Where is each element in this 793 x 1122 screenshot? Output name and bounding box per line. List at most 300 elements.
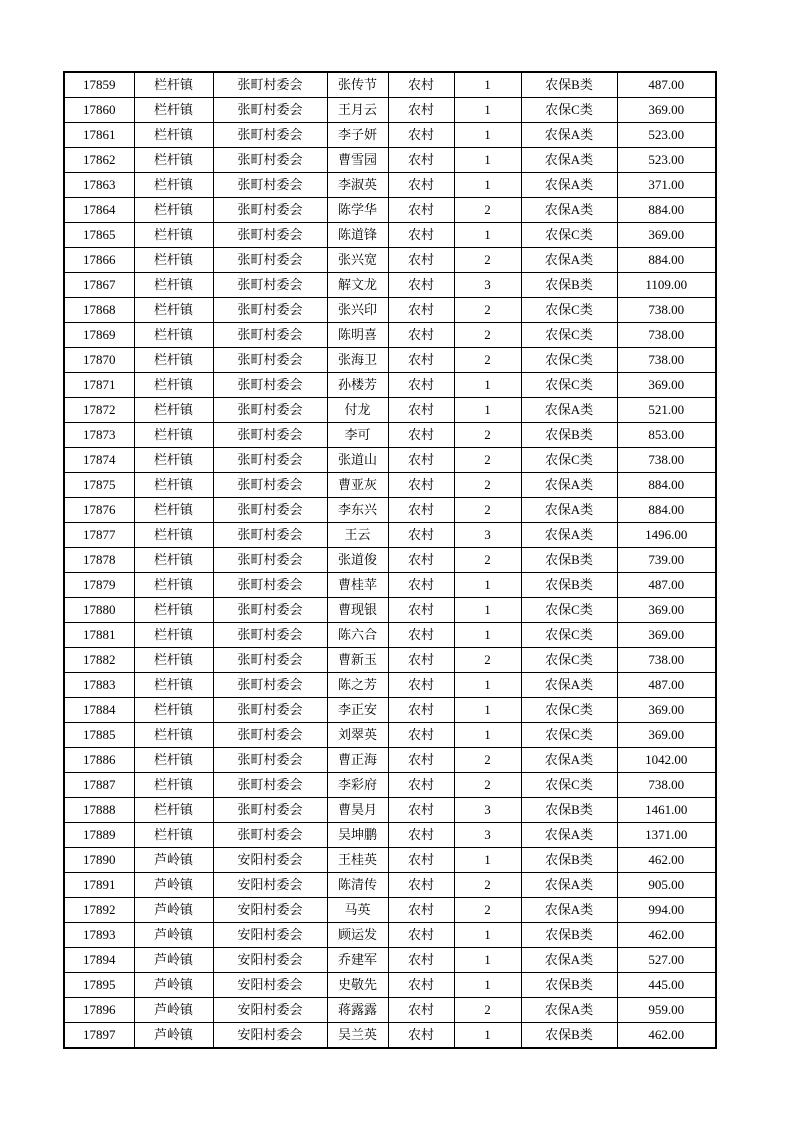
- cell-person-count: 2: [454, 548, 521, 573]
- cell-person-count: 3: [454, 823, 521, 848]
- cell-person-count: 2: [454, 423, 521, 448]
- cell-record-id: 17880: [64, 598, 134, 623]
- table-row: [64, 698, 716, 723]
- cell-record-id: 17877: [64, 523, 134, 548]
- cell-village-committee: 安阳村委会: [213, 923, 327, 948]
- table-row: [64, 298, 716, 323]
- cell-insurance-type: 农保A类: [521, 198, 617, 223]
- cell-category: 农村: [388, 723, 454, 748]
- cell-amount: 959.00: [617, 998, 716, 1023]
- cell-amount: 884.00: [617, 248, 716, 273]
- cell-person-name: 曹正海: [327, 748, 388, 773]
- cell-category: 农村: [388, 198, 454, 223]
- cell-person-name: 曹现银: [327, 598, 388, 623]
- cell-person-count: 1: [454, 698, 521, 723]
- cell-village-committee: 张町村委会: [213, 598, 327, 623]
- cell-village-committee: 张町村委会: [213, 748, 327, 773]
- cell-person-count: 1: [454, 623, 521, 648]
- cell-village-committee: 张町村委会: [213, 173, 327, 198]
- cell-insurance-type: 农保A类: [521, 948, 617, 973]
- cell-town: 栏杆镇: [134, 223, 213, 248]
- cell-record-id: 17888: [64, 798, 134, 823]
- cell-amount: 487.00: [617, 673, 716, 698]
- cell-person-name: 乔建军: [327, 948, 388, 973]
- cell-village-committee: 张町村委会: [213, 98, 327, 123]
- cell-amount: 738.00: [617, 348, 716, 373]
- cell-amount: 521.00: [617, 398, 716, 423]
- cell-village-committee: 张町村委会: [213, 548, 327, 573]
- cell-insurance-type: 农保A类: [521, 748, 617, 773]
- cell-village-committee: 安阳村委会: [213, 898, 327, 923]
- cell-insurance-type: 农保A类: [521, 173, 617, 198]
- cell-category: 农村: [388, 373, 454, 398]
- cell-person-name: 陈学华: [327, 198, 388, 223]
- table-row: [64, 923, 716, 948]
- cell-town: 栏杆镇: [134, 98, 213, 123]
- cell-person-name: 曹新玉: [327, 648, 388, 673]
- cell-person-name: 蒋露露: [327, 998, 388, 1023]
- cell-village-committee: 张町村委会: [213, 498, 327, 523]
- cell-person-name: 陈六合: [327, 623, 388, 648]
- cell-person-name: 曹昊月: [327, 798, 388, 823]
- cell-person-name: 陈道锋: [327, 223, 388, 248]
- cell-amount: 523.00: [617, 148, 716, 173]
- cell-village-committee: 安阳村委会: [213, 1023, 327, 1049]
- cell-town: 栏杆镇: [134, 298, 213, 323]
- table-row: [64, 373, 716, 398]
- cell-insurance-type: 农保A类: [521, 473, 617, 498]
- cell-category: 农村: [388, 72, 454, 98]
- cell-person-count: 1: [454, 373, 521, 398]
- cell-town: 栏杆镇: [134, 648, 213, 673]
- cell-person-count: 2: [454, 648, 521, 673]
- cell-insurance-type: 农保B类: [521, 423, 617, 448]
- cell-town: 栏杆镇: [134, 348, 213, 373]
- table-row: [64, 498, 716, 523]
- cell-town: 栏杆镇: [134, 173, 213, 198]
- cell-amount: 1042.00: [617, 748, 716, 773]
- table-row: [64, 98, 716, 123]
- cell-category: 农村: [388, 298, 454, 323]
- cell-insurance-type: 农保A类: [521, 148, 617, 173]
- cell-insurance-type: 农保A类: [521, 823, 617, 848]
- table-row: [64, 123, 716, 148]
- cell-category: 农村: [388, 698, 454, 723]
- cell-record-id: 17882: [64, 648, 134, 673]
- cell-insurance-type: 农保C类: [521, 348, 617, 373]
- table-row: [64, 723, 716, 748]
- cell-person-name: 张兴宽: [327, 248, 388, 273]
- cell-person-name: 王云: [327, 523, 388, 548]
- cell-category: 农村: [388, 998, 454, 1023]
- cell-person-count: 2: [454, 298, 521, 323]
- cell-person-count: 2: [454, 873, 521, 898]
- cell-insurance-type: 农保C类: [521, 223, 617, 248]
- cell-record-id: 17872: [64, 398, 134, 423]
- cell-village-committee: 安阳村委会: [213, 998, 327, 1023]
- cell-amount: 369.00: [617, 98, 716, 123]
- cell-person-count: 1: [454, 673, 521, 698]
- table-row: [64, 72, 716, 98]
- cell-amount: 445.00: [617, 973, 716, 998]
- cell-amount: 994.00: [617, 898, 716, 923]
- cell-village-committee: 张町村委会: [213, 72, 327, 98]
- cell-town: 栏杆镇: [134, 248, 213, 273]
- cell-record-id: 17884: [64, 698, 134, 723]
- table-row: [64, 673, 716, 698]
- table-row: [64, 873, 716, 898]
- cell-village-committee: 张町村委会: [213, 148, 327, 173]
- cell-village-committee: 张町村委会: [213, 423, 327, 448]
- cell-town: 栏杆镇: [134, 148, 213, 173]
- cell-category: 农村: [388, 798, 454, 823]
- cell-person-name: 刘翠英: [327, 723, 388, 748]
- cell-town: 栏杆镇: [134, 673, 213, 698]
- cell-amount: 487.00: [617, 573, 716, 598]
- cell-category: 农村: [388, 523, 454, 548]
- cell-person-name: 陈清传: [327, 873, 388, 898]
- cell-village-committee: 安阳村委会: [213, 848, 327, 873]
- cell-insurance-type: 农保A类: [521, 398, 617, 423]
- cell-record-id: 17861: [64, 123, 134, 148]
- cell-amount: 738.00: [617, 773, 716, 798]
- table-row: [64, 223, 716, 248]
- cell-village-committee: 张町村委会: [213, 348, 327, 373]
- cell-person-count: 3: [454, 523, 521, 548]
- cell-insurance-type: 农保B类: [521, 72, 617, 98]
- cell-record-id: 17876: [64, 498, 134, 523]
- cell-person-name: 李彩府: [327, 773, 388, 798]
- cell-village-committee: 张町村委会: [213, 473, 327, 498]
- cell-town: 栏杆镇: [134, 798, 213, 823]
- cell-category: 农村: [388, 948, 454, 973]
- cell-person-name: 顾运发: [327, 923, 388, 948]
- cell-record-id: 17865: [64, 223, 134, 248]
- cell-town: 栏杆镇: [134, 398, 213, 423]
- cell-person-count: 2: [454, 198, 521, 223]
- cell-record-id: 17871: [64, 373, 134, 398]
- cell-town: 栏杆镇: [134, 123, 213, 148]
- cell-category: 农村: [388, 473, 454, 498]
- cell-person-count: 2: [454, 748, 521, 773]
- cell-insurance-type: 农保A类: [521, 248, 617, 273]
- cell-record-id: 17874: [64, 448, 134, 473]
- cell-village-committee: 安阳村委会: [213, 873, 327, 898]
- cell-category: 农村: [388, 898, 454, 923]
- cell-town: 栏杆镇: [134, 498, 213, 523]
- cell-category: 农村: [388, 273, 454, 298]
- table-row: [64, 598, 716, 623]
- cell-category: 农村: [388, 873, 454, 898]
- table-row: [64, 773, 716, 798]
- cell-town: 栏杆镇: [134, 448, 213, 473]
- cell-town: 栏杆镇: [134, 573, 213, 598]
- cell-person-name: 李可: [327, 423, 388, 448]
- cell-insurance-type: 农保A类: [521, 123, 617, 148]
- cell-record-id: 17860: [64, 98, 134, 123]
- cell-record-id: 17889: [64, 823, 134, 848]
- cell-amount: 738.00: [617, 323, 716, 348]
- cell-person-count: 1: [454, 948, 521, 973]
- cell-amount: 369.00: [617, 373, 716, 398]
- table-row: [64, 648, 716, 673]
- cell-village-committee: 张町村委会: [213, 323, 327, 348]
- cell-record-id: 17886: [64, 748, 134, 773]
- table-row: [64, 548, 716, 573]
- cell-person-name: 张传节: [327, 72, 388, 98]
- cell-person-count: 2: [454, 323, 521, 348]
- cell-person-name: 曹亚灰: [327, 473, 388, 498]
- cell-record-id: 17893: [64, 923, 134, 948]
- cell-amount: 738.00: [617, 648, 716, 673]
- cell-insurance-type: 农保B类: [521, 273, 617, 298]
- cell-amount: 1461.00: [617, 798, 716, 823]
- cell-insurance-type: 农保C类: [521, 448, 617, 473]
- cell-record-id: 17878: [64, 548, 134, 573]
- cell-town: 栏杆镇: [134, 623, 213, 648]
- cell-person-count: 1: [454, 173, 521, 198]
- table-row: [64, 148, 716, 173]
- cell-amount: 527.00: [617, 948, 716, 973]
- cell-insurance-type: 农保B类: [521, 548, 617, 573]
- cell-amount: 523.00: [617, 123, 716, 148]
- cell-village-committee: 安阳村委会: [213, 948, 327, 973]
- cell-person-name: 马英: [327, 898, 388, 923]
- cell-record-id: 17867: [64, 273, 134, 298]
- table-row: [64, 1023, 716, 1049]
- cell-town: 栏杆镇: [134, 323, 213, 348]
- cell-person-count: 2: [454, 473, 521, 498]
- cell-town: 芦岭镇: [134, 898, 213, 923]
- cell-person-count: 1: [454, 72, 521, 98]
- cell-person-count: 3: [454, 273, 521, 298]
- cell-amount: 462.00: [617, 1023, 716, 1049]
- table-row: [64, 523, 716, 548]
- cell-person-count: 1: [454, 573, 521, 598]
- cell-amount: 905.00: [617, 873, 716, 898]
- cell-insurance-type: 农保A类: [521, 898, 617, 923]
- cell-amount: 1109.00: [617, 273, 716, 298]
- cell-insurance-type: 农保B类: [521, 848, 617, 873]
- cell-category: 农村: [388, 148, 454, 173]
- cell-category: 农村: [388, 323, 454, 348]
- cell-person-name: 吴坤鹏: [327, 823, 388, 848]
- cell-record-id: 17870: [64, 348, 134, 373]
- cell-record-id: 17894: [64, 948, 134, 973]
- cell-village-committee: 张町村委会: [213, 723, 327, 748]
- cell-person-name: 李子妍: [327, 123, 388, 148]
- cell-insurance-type: 农保C类: [521, 698, 617, 723]
- cell-category: 农村: [388, 498, 454, 523]
- cell-person-name: 陈明喜: [327, 323, 388, 348]
- cell-amount: 369.00: [617, 623, 716, 648]
- cell-town: 栏杆镇: [134, 473, 213, 498]
- table-row: [64, 823, 716, 848]
- cell-town: 栏杆镇: [134, 823, 213, 848]
- cell-category: 农村: [388, 573, 454, 598]
- cell-town: 栏杆镇: [134, 748, 213, 773]
- cell-category: 农村: [388, 173, 454, 198]
- cell-category: 农村: [388, 348, 454, 373]
- cell-village-committee: 张町村委会: [213, 448, 327, 473]
- table-row: [64, 248, 716, 273]
- cell-record-id: 17879: [64, 573, 134, 598]
- table-row: [64, 898, 716, 923]
- cell-village-committee: 张町村委会: [213, 773, 327, 798]
- cell-town: 栏杆镇: [134, 548, 213, 573]
- table-row: [64, 423, 716, 448]
- cell-person-count: 1: [454, 223, 521, 248]
- cell-insurance-type: 农保C类: [521, 298, 617, 323]
- cell-amount: 738.00: [617, 448, 716, 473]
- cell-village-committee: 张町村委会: [213, 673, 327, 698]
- cell-town: 栏杆镇: [134, 598, 213, 623]
- cell-amount: 462.00: [617, 848, 716, 873]
- cell-insurance-type: 农保C类: [521, 773, 617, 798]
- cell-category: 农村: [388, 973, 454, 998]
- cell-category: 农村: [388, 248, 454, 273]
- cell-person-count: 1: [454, 923, 521, 948]
- cell-town: 栏杆镇: [134, 198, 213, 223]
- cell-village-committee: 张町村委会: [213, 398, 327, 423]
- cell-record-id: 17869: [64, 323, 134, 348]
- cell-record-id: 17883: [64, 673, 134, 698]
- cell-village-committee: 张町村委会: [213, 623, 327, 648]
- cell-person-count: 1: [454, 848, 521, 873]
- cell-town: 芦岭镇: [134, 873, 213, 898]
- cell-person-name: 陈之芳: [327, 673, 388, 698]
- cell-town: 栏杆镇: [134, 423, 213, 448]
- cell-insurance-type: 农保C类: [521, 648, 617, 673]
- cell-village-committee: 张町村委会: [213, 248, 327, 273]
- cell-person-count: 1: [454, 973, 521, 998]
- table-row: [64, 748, 716, 773]
- cell-amount: 462.00: [617, 923, 716, 948]
- cell-town: 芦岭镇: [134, 1023, 213, 1049]
- cell-insurance-type: 农保A类: [521, 998, 617, 1023]
- cell-amount: 371.00: [617, 173, 716, 198]
- cell-person-count: 1: [454, 1023, 521, 1049]
- cell-record-id: 17859: [64, 72, 134, 98]
- cell-record-id: 17862: [64, 148, 134, 173]
- cell-record-id: 17866: [64, 248, 134, 273]
- cell-amount: 884.00: [617, 198, 716, 223]
- cell-category: 农村: [388, 748, 454, 773]
- cell-record-id: 17895: [64, 973, 134, 998]
- cell-category: 农村: [388, 848, 454, 873]
- table-row: [64, 398, 716, 423]
- cell-village-committee: 张町村委会: [213, 523, 327, 548]
- cell-village-committee: 张町村委会: [213, 198, 327, 223]
- cell-village-committee: 张町村委会: [213, 823, 327, 848]
- table-row: [64, 848, 716, 873]
- table-row: [64, 448, 716, 473]
- cell-amount: 738.00: [617, 298, 716, 323]
- cell-person-count: 2: [454, 448, 521, 473]
- cell-insurance-type: 农保A类: [521, 873, 617, 898]
- cell-category: 农村: [388, 98, 454, 123]
- cell-person-name: 张兴印: [327, 298, 388, 323]
- cell-person-count: 2: [454, 248, 521, 273]
- cell-insurance-type: 农保A类: [521, 498, 617, 523]
- cell-amount: 369.00: [617, 223, 716, 248]
- cell-category: 农村: [388, 623, 454, 648]
- cell-record-id: 17887: [64, 773, 134, 798]
- cell-insurance-type: 农保A类: [521, 673, 617, 698]
- cell-insurance-type: 农保C类: [521, 623, 617, 648]
- cell-record-id: 17863: [64, 173, 134, 198]
- cell-insurance-type: 农保C类: [521, 723, 617, 748]
- cell-amount: 739.00: [617, 548, 716, 573]
- cell-person-name: 史敬先: [327, 973, 388, 998]
- cell-village-committee: 张町村委会: [213, 123, 327, 148]
- table-row: [64, 473, 716, 498]
- cell-category: 农村: [388, 398, 454, 423]
- cell-person-count: 1: [454, 598, 521, 623]
- cell-amount: 369.00: [617, 598, 716, 623]
- cell-town: 栏杆镇: [134, 723, 213, 748]
- cell-amount: 369.00: [617, 723, 716, 748]
- cell-person-name: 孙楼芳: [327, 373, 388, 398]
- cell-record-id: 17885: [64, 723, 134, 748]
- cell-record-id: 17892: [64, 898, 134, 923]
- cell-village-committee: 张町村委会: [213, 698, 327, 723]
- table-row: [64, 273, 716, 298]
- cell-insurance-type: 农保B类: [521, 573, 617, 598]
- cell-person-name: 张道俊: [327, 548, 388, 573]
- cell-person-name: 王月云: [327, 98, 388, 123]
- cell-person-name: 李正安: [327, 698, 388, 723]
- cell-person-count: 1: [454, 98, 521, 123]
- cell-person-count: 2: [454, 898, 521, 923]
- cell-category: 农村: [388, 598, 454, 623]
- cell-town: 栏杆镇: [134, 773, 213, 798]
- cell-amount: 1496.00: [617, 523, 716, 548]
- cell-amount: 853.00: [617, 423, 716, 448]
- cell-record-id: 17881: [64, 623, 134, 648]
- cell-category: 农村: [388, 548, 454, 573]
- cell-insurance-type: 农保C类: [521, 323, 617, 348]
- cell-category: 农村: [388, 1023, 454, 1049]
- cell-amount: 487.00: [617, 72, 716, 98]
- cell-town: 芦岭镇: [134, 948, 213, 973]
- cell-category: 农村: [388, 223, 454, 248]
- cell-town: 栏杆镇: [134, 273, 213, 298]
- cell-village-committee: 张町村委会: [213, 273, 327, 298]
- cell-person-name: 解文龙: [327, 273, 388, 298]
- table-row: [64, 948, 716, 973]
- cell-amount: 884.00: [617, 498, 716, 523]
- cell-village-committee: 张町村委会: [213, 223, 327, 248]
- cell-record-id: 17868: [64, 298, 134, 323]
- table-body: [64, 72, 716, 1048]
- table-row: [64, 323, 716, 348]
- cell-person-count: 2: [454, 348, 521, 373]
- cell-person-name: 张海卫: [327, 348, 388, 373]
- cell-person-name: 李淑英: [327, 173, 388, 198]
- table-row: [64, 198, 716, 223]
- cell-insurance-type: 农保C类: [521, 598, 617, 623]
- cell-category: 农村: [388, 123, 454, 148]
- cell-town: 芦岭镇: [134, 998, 213, 1023]
- cell-village-committee: 张町村委会: [213, 648, 327, 673]
- cell-record-id: 17897: [64, 1023, 134, 1049]
- cell-town: 芦岭镇: [134, 973, 213, 998]
- cell-person-count: 1: [454, 148, 521, 173]
- cell-insurance-type: 农保C类: [521, 98, 617, 123]
- cell-person-name: 曹雪园: [327, 148, 388, 173]
- cell-amount: 369.00: [617, 698, 716, 723]
